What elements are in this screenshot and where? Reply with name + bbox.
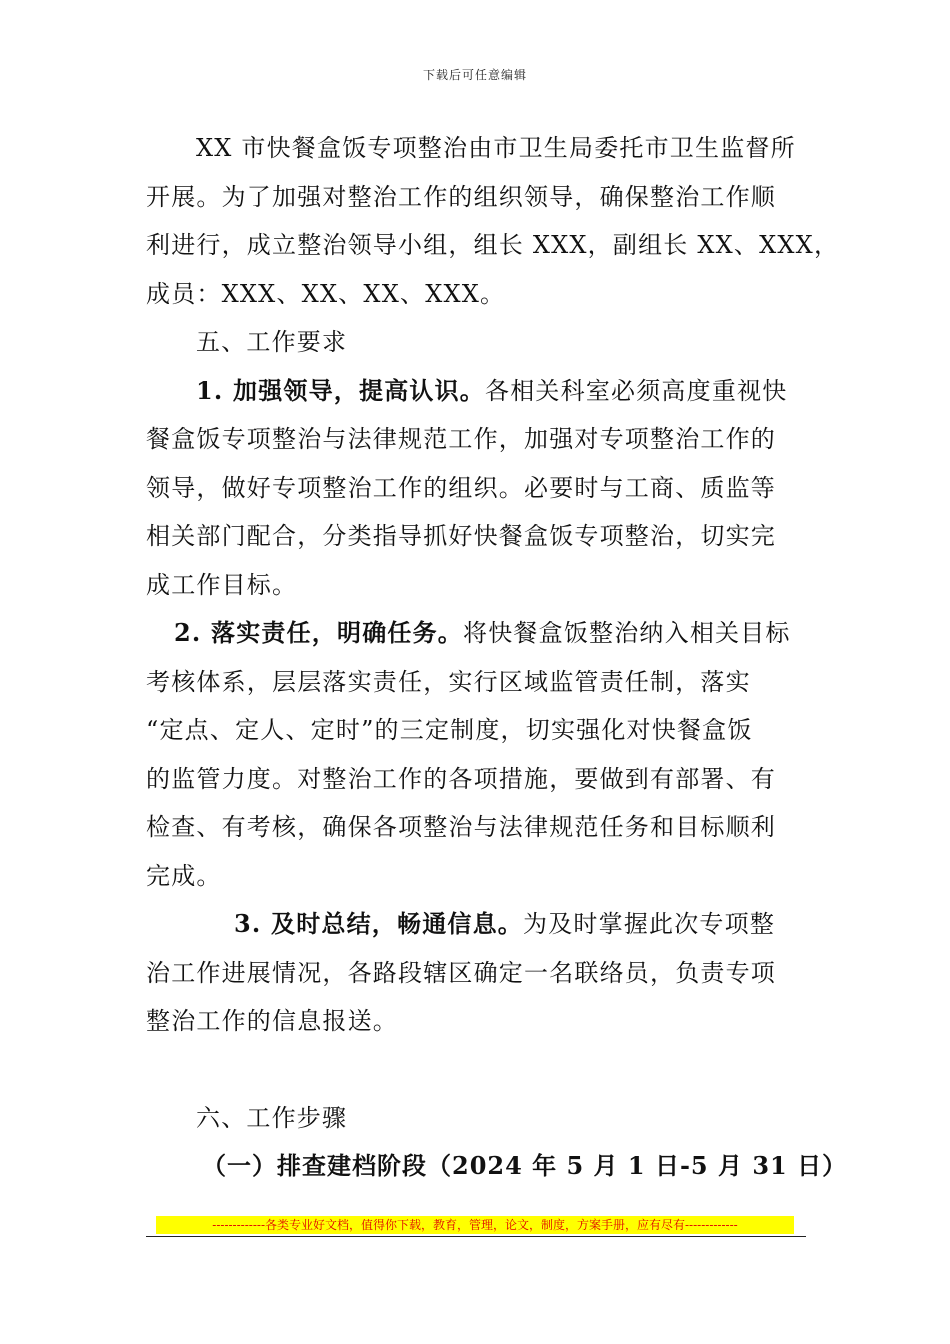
item3-first-line	[146, 900, 804, 949]
item2-line-2: 考核体系，层层落实责任，实行区域监管责任制，落实	[146, 667, 751, 696]
item1-line-4: 相关部门配合，分类指导抓好快餐盒饭专项整治，切实完	[146, 522, 776, 550]
item3-first-rest: 为及时掌握此次专项整	[523, 910, 776, 938]
item1-line-5: 成工作目标。	[146, 570, 298, 599]
item3-line-3: 整治工作的信息报送。	[146, 1007, 398, 1035]
footer-banner: -------------各类专业好文档，值得你下载，教育，管理，论文，制度，方案手册，应有尽有-------------	[156, 1216, 794, 1234]
item3-lead: 3. 及时总结，畅通信息。	[234, 909, 524, 938]
item2-line-3: “定点、定人、定时”的三定制度，切实强化对快餐盒饭	[146, 716, 753, 744]
section-five-title: 五、工作要求	[196, 328, 348, 356]
section-six-title: 六、工作步骤	[196, 1103, 348, 1132]
intro-line-1: XX 市快餐盒饭专项整治由市卫生局委托市卫生监督所	[196, 134, 796, 162]
item2-line-6: 完成。	[146, 861, 222, 890]
item1-first-line	[146, 367, 804, 416]
intro-line-2: 开展。为了加强对整治工作的组织领导，确保整治工作顺	[146, 182, 776, 211]
item2-lead: 2. 落实责任，明确任务。	[174, 618, 464, 647]
stage1-heading: （一）排查建档阶段（2024 年 5 月 1 日-5 月 31 日）	[202, 1151, 848, 1180]
item2-line-4: 的监管力度。对整治工作的各项措施，要做到有部署、有	[146, 764, 776, 793]
item3-line-2: 治工作进展情况，各路段辖区确定一名联络员，负责专项	[146, 958, 776, 987]
header-note: 下载后可任意编辑	[422, 68, 527, 82]
intro-line-3: 利进行，成立整治领导小组，组长 XXX，副组长 XX、XXX，	[146, 231, 840, 259]
item1-line-2: 餐盒饭专项整治与法律规范工作，加强对专项整治工作的	[146, 425, 776, 453]
item2-line-5: 检查、有考核，确保各项整治与法律规范任务和目标顺利	[146, 813, 776, 841]
item1-first-rest: 各相关科室必须高度重视快	[485, 376, 788, 405]
item1-line-3: 领导，做好专项整治工作的组织。必要时与工商、质监等	[146, 473, 776, 502]
footer-divider	[146, 1236, 806, 1237]
item1-lead: 1. 加强领导，提高认识。	[196, 375, 486, 405]
intro-line-4: 成员：XXX、XX、XX、XXX。	[146, 279, 506, 308]
item2-first-rest: 将快餐盒饭整治纳入相关目标	[463, 619, 791, 647]
section-spacer	[146, 1046, 804, 1094]
item2-first-line	[146, 609, 804, 658]
document-body	[146, 124, 848, 1191]
